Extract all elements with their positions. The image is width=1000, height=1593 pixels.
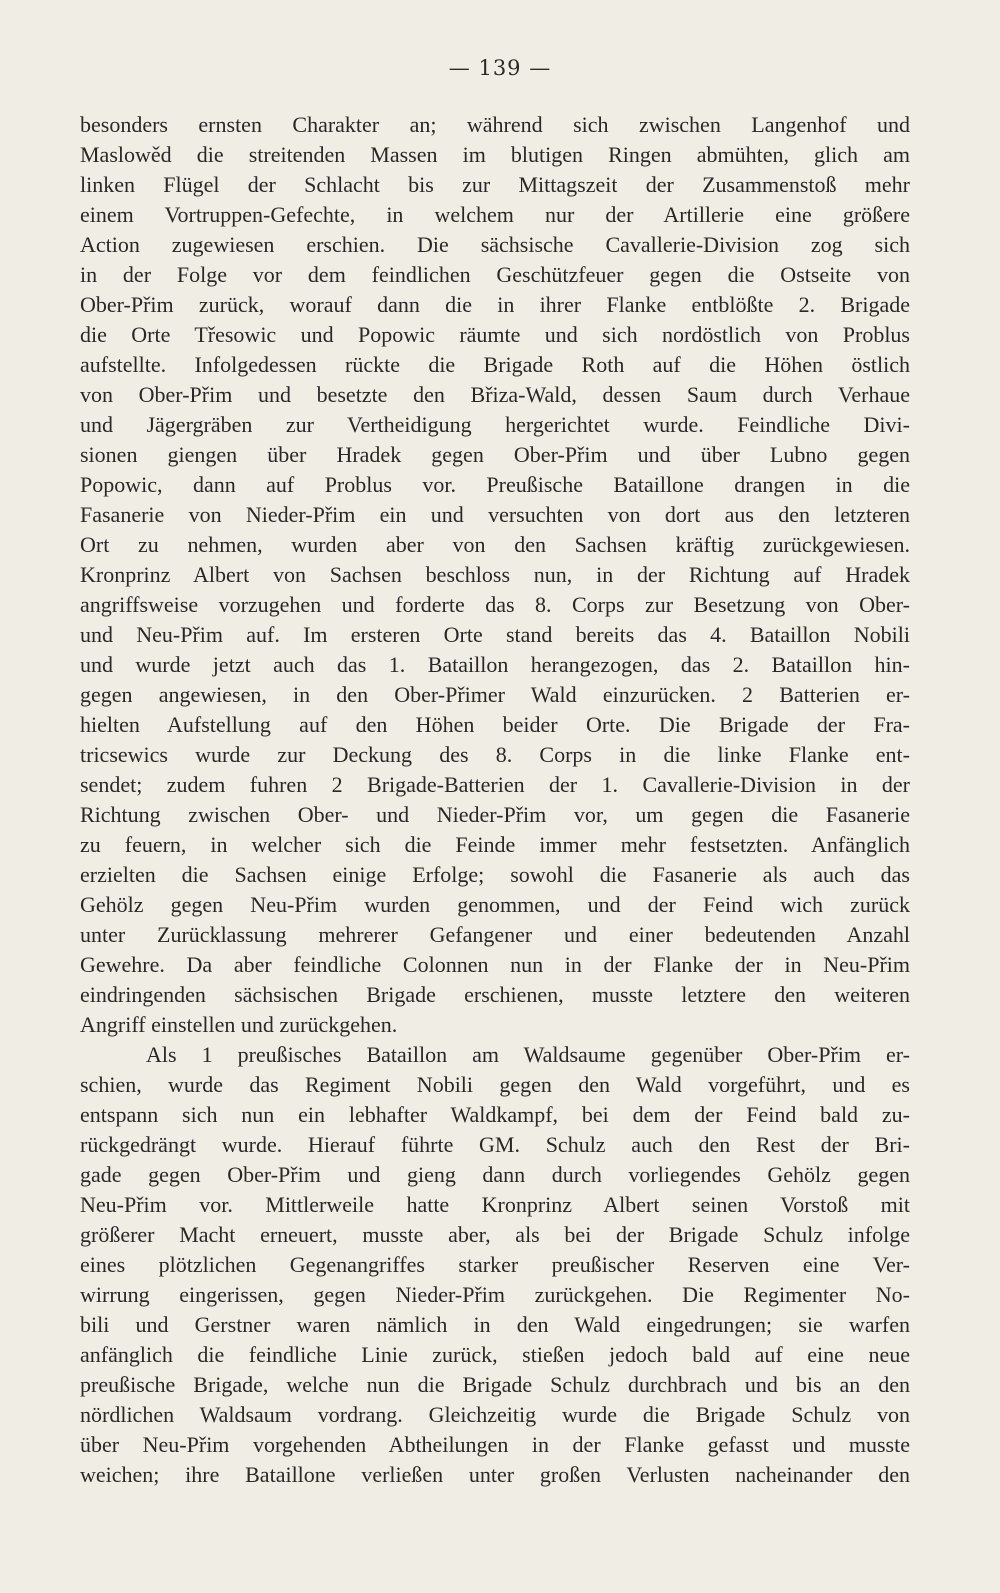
text-line: Ober-Přim zurück, worauf dann die in ihrer Flanke entblößte 2. Brigade xyxy=(80,292,910,317)
text-line: weichen; ihre Bataillone verließen unter großen Verlusten nacheinander den xyxy=(80,1462,910,1487)
text-line: Gewehre. Da aber feindliche Colonnen nun in der Flanke der in Neu-Přim xyxy=(80,952,910,977)
text-line: gegen angewiesen, in den Ober-Přimer Wald einzurücken. 2 Batterien er- xyxy=(80,682,910,707)
text-line: Maslowěd die streitenden Massen im blutigen Ringen abmühten, glich am xyxy=(80,142,910,167)
text-line: größerer Macht erneuert, musste aber, als bei der Brigade Schulz infolge xyxy=(80,1222,910,1247)
text-line: in der Folge vor dem feindlichen Geschützfeuer gegen die Ostseite von xyxy=(80,262,910,287)
text-line: erzielten die Sachsen einige Erfolge; sowohl die Fasanerie als auch das xyxy=(80,862,910,887)
text-line: nördlichen Waldsaum vordrang. Gleichzeitig wurde die Brigade Schulz von xyxy=(80,1402,910,1427)
text-line: bili und Gerstner waren nämlich in den Wald eingedrungen; sie warfen xyxy=(80,1312,910,1337)
text-line: Ort zu nehmen, wurden aber von den Sachsen kräftig zurückgewiesen. xyxy=(80,532,910,557)
page-number: — 139 — xyxy=(448,56,552,80)
text-line: von Ober-Přim und besetzte den Břiza-Wald, dessen Saum durch Verhaue xyxy=(80,382,910,407)
paragraph-last-line: Angriff einstellen und zurückgehen. xyxy=(80,1012,398,1037)
paragraph-first-line: Als 1 preußisches Bataillon am Waldsaume gegenüber Ober-Přim er- xyxy=(146,1042,910,1067)
text-line: eines plötzlichen Gegenangriffes starker preußischer Reserven eine Ver- xyxy=(80,1252,910,1277)
text-line: Fasanerie von Nieder-Přim ein und versuchten von dort aus den letzteren xyxy=(80,502,910,527)
text-line: die Orte Třesowic und Popowic räumte und sich nordöstlich von Problus xyxy=(80,322,910,347)
text-line: unter Zurücklassung mehrerer Gefangener und einer bedeutenden Anzahl xyxy=(80,922,910,947)
text-line: besonders ernsten Charakter an; während sich zwischen Langenhof und xyxy=(80,112,910,137)
text-line: und wurde jetzt auch das 1. Bataillon herangezogen, das 2. Bataillon hin- xyxy=(80,652,910,677)
text-line: und Neu-Přim auf. Im ersteren Orte stand bereits das 4. Bataillon Nobili xyxy=(80,622,910,647)
text-line: sionen giengen über Hradek gegen Ober-Přim und über Lubno gegen xyxy=(80,442,910,467)
text-line: Neu-Přim vor. Mittlerweile hatte Kronprinz Albert seinen Vorstoß mit xyxy=(80,1192,910,1217)
text-line: hielten Aufstellung auf den Höhen beider Orte. Die Brigade der Fra- xyxy=(80,712,910,737)
text-line: angriffsweise vorzugehen und forderte das 8. Corps zur Besetzung von Ober- xyxy=(80,592,910,617)
text-line: sendet; zudem fuhren 2 Brigade-Batterien der 1. Cavallerie-Division in der xyxy=(80,772,910,797)
text-line: anfänglich die feindliche Linie zurück, stießen jedoch bald auf eine neue xyxy=(80,1342,910,1367)
text-line: eindringenden sächsischen Brigade erschienen, musste letztere den weiteren xyxy=(80,982,910,1007)
text-line: Richtung zwischen Ober- und Nieder-Přim vor, um gegen die Fasanerie xyxy=(80,802,910,827)
text-line: einem Vortruppen-Gefechte, in welchem nur der Artillerie eine größere xyxy=(80,202,910,227)
text-line: Kronprinz Albert von Sachsen beschloss nun, in der Richtung auf Hradek xyxy=(80,562,910,587)
text-line: tricsewics wurde zur Deckung des 8. Corps in die linke Flanke ent- xyxy=(80,742,910,767)
text-line: aufstellte. Infolgedessen rückte die Brigade Roth auf die Höhen östlich xyxy=(80,352,910,377)
text-line: wirrung eingerissen, gegen Nieder-Přim zurückgehen. Die Regimenter No- xyxy=(80,1282,910,1307)
text-line: Action zugewiesen erschien. Die sächsische Cavallerie-Division zog sich xyxy=(80,232,910,257)
text-line: Gehölz gegen Neu-Přim wurden genommen, und der Feind wich zurück xyxy=(80,892,910,917)
text-line: entspann sich nun ein lebhafter Waldkampf, bei dem der Feind bald zu- xyxy=(80,1102,910,1127)
text-line: zu feuern, in welcher sich die Feinde immer mehr festsetzten. Anfänglich xyxy=(80,832,910,857)
text-line: gade gegen Ober-Přim und gieng dann durch vorliegendes Gehölz gegen xyxy=(80,1162,910,1187)
text-line: rückgedrängt wurde. Hierauf führte GM. Schulz auch den Rest der Bri- xyxy=(80,1132,910,1157)
text-line: preußische Brigade, welche nun die Brigade Schulz durchbrach und bis an den xyxy=(80,1372,910,1397)
text-line: schien, wurde das Regiment Nobili gegen den Wald vorgeführt, und es xyxy=(80,1072,910,1097)
text-line: über Neu-Přim vorgehenden Abtheilungen in der Flanke gefasst und musste xyxy=(80,1432,910,1457)
text-line: und Jägergräben zur Vertheidigung hergerichtet wurde. Feindliche Divi- xyxy=(80,412,910,437)
text-line: linken Flügel der Schlacht bis zur Mittagszeit der Zusammenstoß mehr xyxy=(80,172,910,197)
text-line: Popowic, dann auf Problus vor. Preußische Bataillone drangen in die xyxy=(80,472,910,497)
